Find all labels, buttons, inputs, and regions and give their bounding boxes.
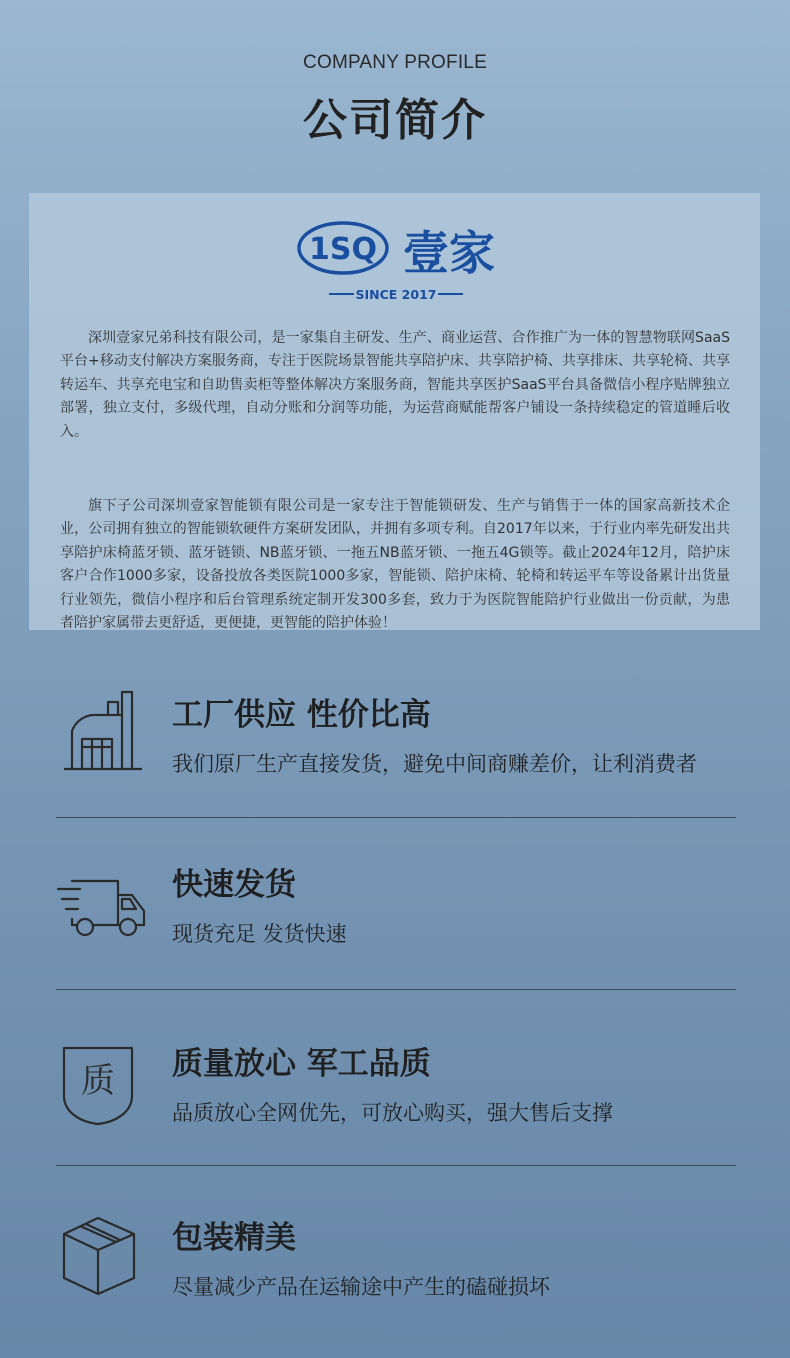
feature-packaging — [0, 1212, 790, 1332]
company-intro-panel — [29, 193, 760, 630]
feature-description: 品质放心全网优先，可放心购买，强大售后支撑 — [172, 1101, 613, 1125]
intro-paragraph-1: 深圳壹家兄弟科技有限公司，是一家集自主研发、生产、商业运营、合作推广为一体的智慧物联网SaaS平台+移动支付解决方案服务商，专注于医院场景智能共享陪护床、共享陪护椅、共享排床、共享轮椅、共享转运车、共享充电宝和自助售卖柜等整体解决方案服务商，智能共享医护SaaS平台具备微信小程序贴牌独立部署，独立支付，多级代理，自动分账和分润等功能，为运营商赋能帮客户铺设一条持续稳定的管道睡后收入。 — [60, 330, 730, 440]
company-logo — [297, 216, 497, 306]
divider — [56, 817, 736, 818]
quality-icon-text: 质 — [81, 1061, 115, 1101]
feature-description: 现货充足 发货快速 — [172, 922, 347, 946]
feature-factory-supply — [0, 689, 790, 809]
divider — [56, 989, 736, 990]
intro-paragraph-2: 旗下子公司深圳壹家智能锁有限公司是一家专注于智能锁研发、生产与销售于一体的国家高新技术企业，公司拥有独立的智能锁软硬件方案研发团队，并拥有多项专利。自2017年以来，于行业内率先研发出共享陪护床椅蓝牙锁、蓝牙链锁、NB蓝牙锁、一拖五NB蓝牙锁、一拖五4G锁等。截止2024年12月，陪护床客户合作1000多家，设备投放各类医院1000多家，智能锁、陪护床椅、轮椅和转运平车等设备累计出货量行业领先，微信小程序和后台管理系统定制开发300多套，致力于为医院智能陪护行业做出一份贡献，为患者陪护家属带去更舒适，更便捷，更智能的陪护体验！ — [60, 498, 730, 632]
feature-title: 快速发货 — [172, 867, 296, 903]
feature-description: 尽量减少产品在运输途中产生的磕碰损坏 — [172, 1275, 550, 1299]
page-title: 公司简介 — [303, 95, 487, 146]
feature-description: 我们原厂生产直接发货，避免中间商赚差价，让利消费者 — [172, 752, 697, 776]
feature-title: 工厂供应 性价比高 — [172, 697, 431, 733]
logo-brand-text: 壹家 — [403, 226, 495, 280]
divider — [56, 1165, 736, 1166]
feature-title: 质量放心 军工品质 — [172, 1046, 431, 1082]
page-subtitle-en: COMPANY PROFILE — [303, 52, 487, 73]
package-box-icon — [56, 1212, 152, 1308]
logo-since-text: SINCE 2017 — [355, 287, 437, 302]
feature-fast-delivery — [0, 859, 790, 979]
feature-quality — [0, 1038, 790, 1158]
quality-shield-icon — [56, 1038, 152, 1134]
feature-title: 包装精美 — [172, 1220, 296, 1256]
factory-icon — [56, 689, 152, 785]
delivery-truck-icon — [56, 859, 152, 955]
logo-badge-text: 1SQ — [309, 232, 377, 267]
